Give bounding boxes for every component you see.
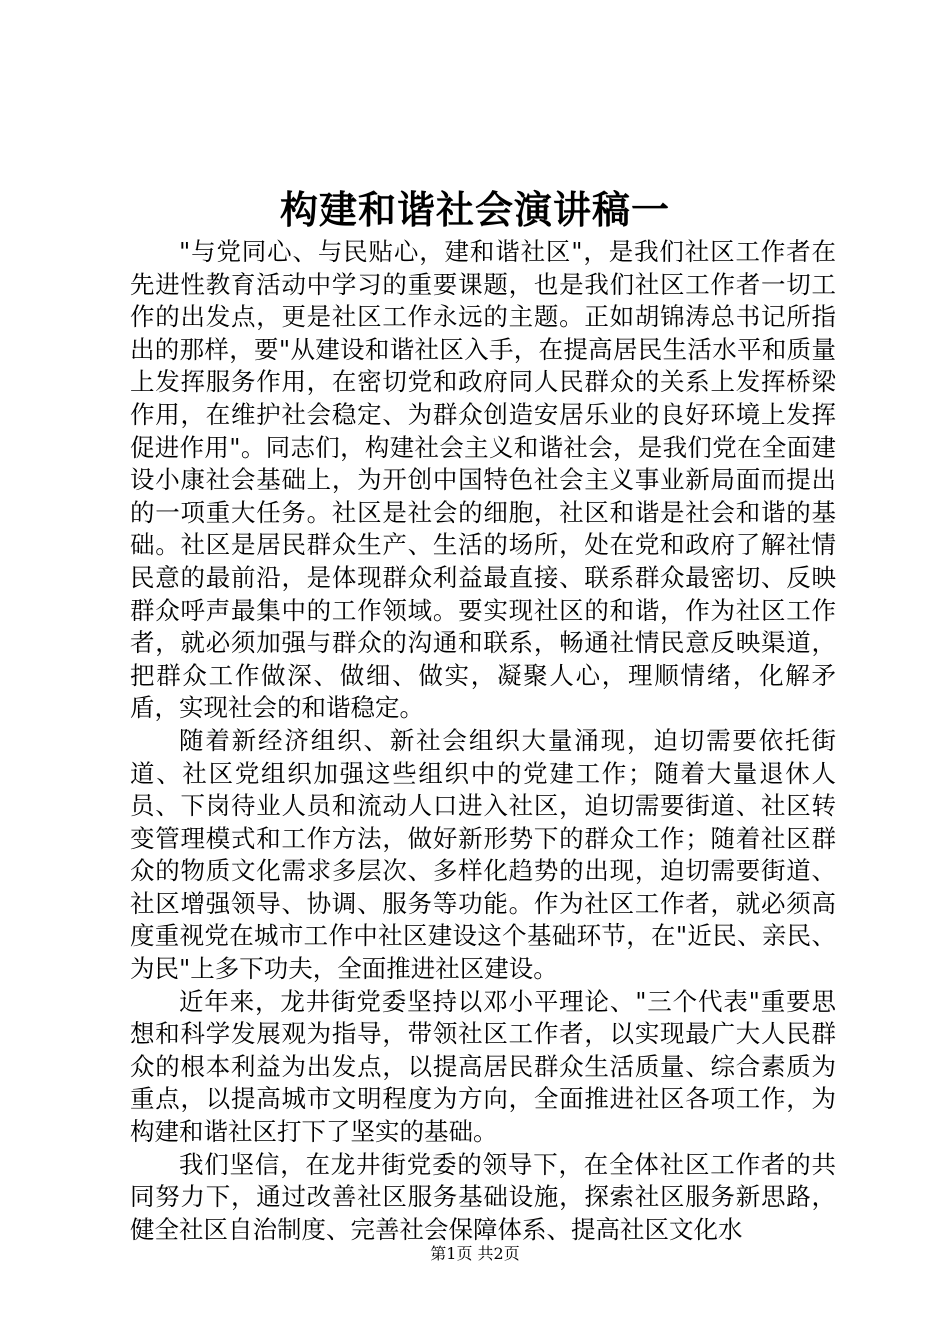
- document-body: [130, 236, 836, 1246]
- paragraph-2: 随着新经济组织、新社会组织大量涌现，迫切需要依托街道、社区党组织加强这些组织中的党建工作；随着大量退休人员、下岗待业人员和流动人口进入社区，迫切需要街道、社区转变管理模式和工作方法，做好新形势下的群众工作；随着社区群众的物质文化需求多层次、多样化趋势的出现，迫切需要街道、社区增强领导、协调、服务等功能。作为社区工作者，就必须高度重视党在城市工作中社区建设这个基础环节，在"近民、亲民、为民"上多下功夫，全面推进社区建设。: [130, 725, 836, 984]
- paragraph-4: 我们坚信，在龙井街党委的领导下，在全体社区工作者的共同努力下，通过改善社区服务基础设施，探索社区服务新思路，健全社区自治制度、完善社会保障体系、提高社区文化水: [130, 1149, 836, 1244]
- paragraph-1: "与党同心、与民贴心，建和谐社区"，是我们社区工作者在先进性教育活动中学习的重要课题，也是我们社区工作者一切工作的出发点，更是社区工作永远的主题。正如胡锦涛总书记所指出的那样，要"从建设和谐社区入手，在提高居民生活水平和质量上发挥服务作用，在密切党和政府同人民群众的关系上发挥桥梁作用，在维护社会稳定、为群众创造安居乐业的良好环境上发挥促进作用"。同志们，构建社会主义和谐社会，是我们党在全面建设小康社会基础上，为开创中国特色社会主义事业新局面而提出的一项重大任务。社区是社会的细胞，社区和谐是社会和谐的基础。社区是居民群众生产、生活的场所，处在党和政府了解社情民意的最前沿，是体现群众利益最直接、联系群众最密切、反映群众呼声最集中的工作领域。要实现社区的和谐，作为社区工作者，就必须加强与群众的沟通和联系，畅通社情民意反映渠道，把群众工作做深、做细、做实，凝聚人心，理顺情绪，化解矛盾，实现社会的和谐稳定。: [130, 237, 836, 723]
- paragraph-3: 近年来，龙井街党委坚持以邓小平理论、"三个代表"重要思想和科学发展观为指导，带领社区工作者，以实现最广大人民群众的根本利益为出发点，以提高居民群众生活质量、综合素质为重点，以提高城市文明程度为方向，全面推进社区各项工作，为构建和谐社区打下了坚实的基础。: [130, 986, 836, 1147]
- document-title: 构建和谐社会演讲稿一: [279, 187, 670, 232]
- page-footer: 第1页 共2页: [430, 1244, 520, 1263]
